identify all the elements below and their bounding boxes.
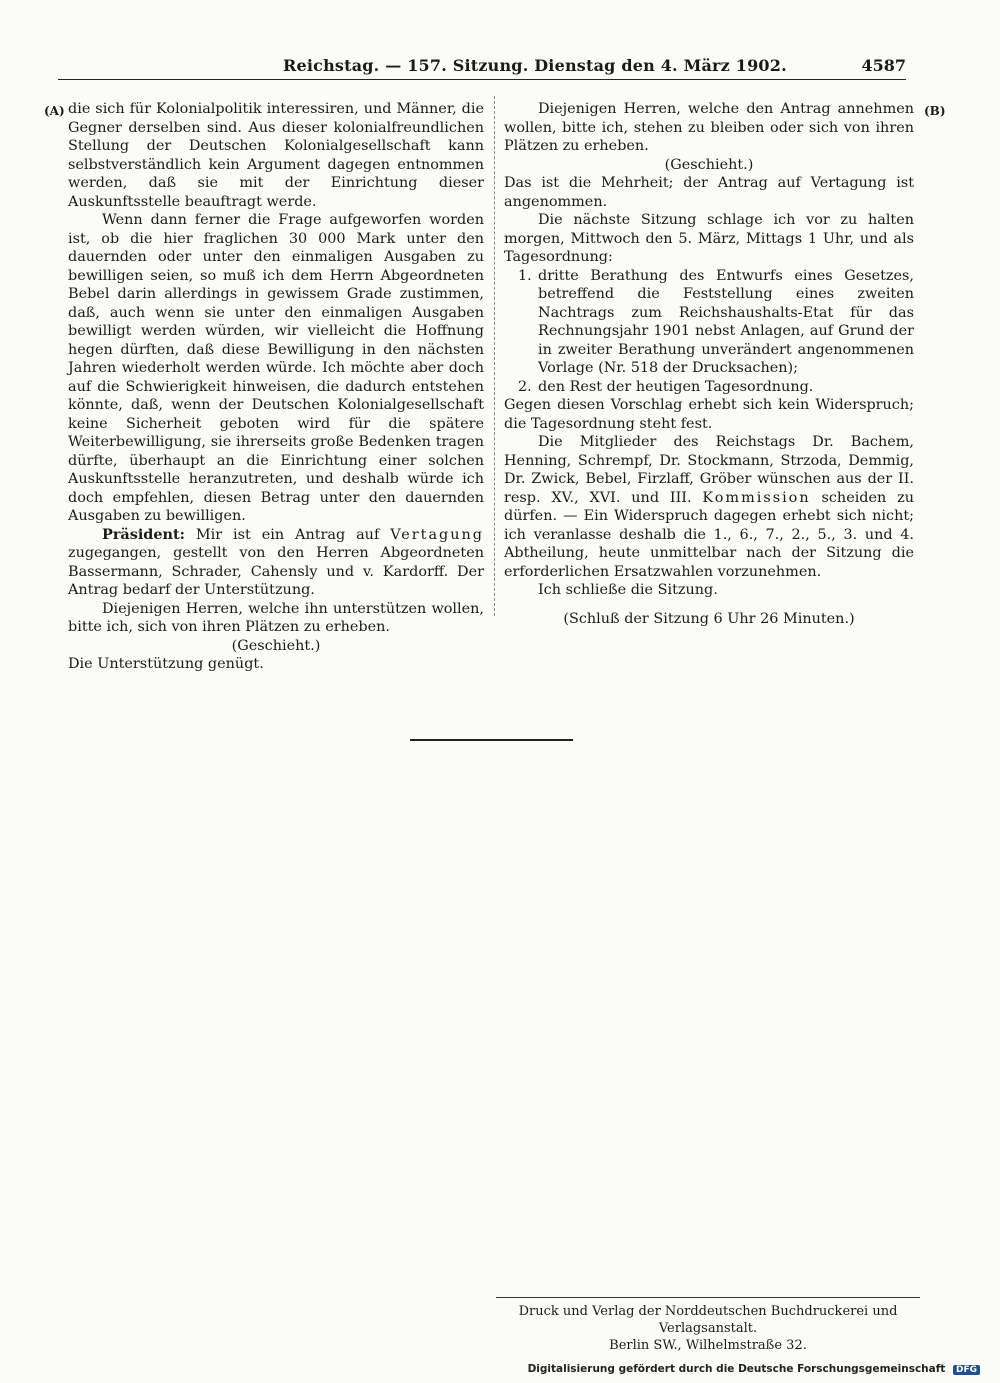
paragraph: Diejenigen Herren, welche den Antrag annehmen wollen, bitte ich, stehen zu bleiben oder sich von ihren Plätzen zu erheben. bbox=[504, 101, 914, 154]
agenda-number: 1. bbox=[518, 267, 532, 284]
paragraph-members bbox=[504, 433, 914, 581]
header-rule bbox=[58, 79, 906, 80]
column-divider bbox=[494, 96, 495, 616]
paragraph: Das ist die Mehrheit; der Antrag auf Vertagung ist angenommen. bbox=[504, 175, 914, 210]
margin-marker-b: (B) bbox=[924, 104, 946, 118]
text-run: Mir ist ein Antrag auf bbox=[184, 526, 391, 543]
imprint bbox=[496, 1303, 920, 1354]
stage-direction: (Geschieht.) bbox=[231, 637, 321, 654]
imprint-rule bbox=[496, 1297, 920, 1298]
text-run: Die Mitglieder des Reichstags Dr. Bachem, Henning, Schrempf, Dr. Stockmann, Strzoda, Demmig, Dr. Zwick, Bebel, Firzlaff, Gröber wünschen aus der II. resp. XV., XVI. und III. bbox=[504, 434, 914, 506]
paragraph: Wenn dann ferner die Frage aufgeworfen worden ist, ob die hier fraglichen 30 000 Mark unter den dauernden oder unter den einmaligen Ausgaben zu bewilligen seien, so muß ich dem Herrn Abgeordneten Bebel darin allerdings in gewissem Grade zustimmen, daß, auch wenn sie unter den einmaligen Ausgaben bewilligt werden würden, wir vielleicht die Hoffnung hegen dürften, daß diese Bewilligung in den nächsten Jahren wiederholt werden würde. Ich möchte aber doch auf die Schwierigkeit hinweisen, die dadurch entstehen könnte, daß, wenn der Deutschen Kolonialgesellschaft keine Sicherheit geboten wird für die spätere Weiterbewilligung, sie ihrerseits große Bedenken tragen dürfte, überhaupt an die Einrichtung einer solchen Auskunftsstelle heranzutreten, und deshalb würde ich doch empfehlen, diesen Betrag unter den dauernden Ausgaben zu bewilligen. bbox=[68, 212, 484, 524]
header-title: Reichstag. — 157. Sitzung. Dienstag den 4. März 1902. bbox=[283, 56, 787, 75]
paragraph: Diejenigen Herren, welche ihn unterstützen wollen, bitte ich, sich von ihren Plätzen zu erheben. bbox=[68, 600, 484, 635]
agenda-number: 2. bbox=[518, 378, 532, 395]
text-run: scheiden zu dürfen. — Ein Widerspruch dagegen erhebt sich nicht; ich veranlasse deshalb die 1., 6., 7., 2., 5., 3. und 4. Abtheilung, heute unmittelbar nach der Sitzung die erforderlichen Ersatzwahlen vorzunehmen. bbox=[504, 489, 915, 580]
agenda-text: den Rest der heutigen Tagesordnung. bbox=[538, 378, 814, 395]
paragraph: Die Unterstützung genügt. bbox=[68, 656, 264, 672]
speaker-label: Präsident: bbox=[102, 525, 185, 543]
footer-text: Digitalisierung gefördert durch die Deutsche Forschungsgemeinschaft bbox=[527, 1363, 946, 1375]
closing-note: (Schluß der Sitzung 6 Uhr 26 Minuten.) bbox=[563, 610, 855, 627]
end-rule bbox=[410, 739, 573, 741]
page-number: 4587 bbox=[861, 56, 906, 75]
paragraph: Gegen diesen Vorschlag erhebt sich kein Widerspruch; die Tagesordnung steht fest. bbox=[504, 397, 914, 432]
stage-direction: (Geschieht.) bbox=[664, 156, 754, 173]
digitization-footer bbox=[528, 1363, 980, 1375]
agenda-item bbox=[504, 267, 914, 378]
paragraph: Ich schließe die Sitzung. bbox=[538, 582, 718, 598]
left-column bbox=[68, 100, 484, 674]
agenda-text: dritte Berathung des Entwurfs eines Gesetzes, betreffend die Feststellung eines zweiten Nachtrags zum Reichshaushalts-Etat für das Rechnungsjahr 1901 nebst Anlagen, auf Grund der in zweiter Berathung unverändert angenommenen Vorlage (Nr. 518 der Drucksachen); bbox=[538, 267, 914, 376]
spaced-term: Kommission bbox=[702, 489, 811, 506]
page-header bbox=[58, 56, 906, 80]
imprint-line: Druck und Verlag der Norddeutschen Buchdruckerei und Verlagsanstalt. bbox=[518, 1304, 898, 1336]
paragraph: die sich für Kolonialpolitik interessiren, und Männer, die Gegner derselben sind. Aus dieser kolonialfreundlichen Stellung der Deutschen Kolonialgesellschaft kann selbstverständlich kein Argument dagegen entnommen werden, daß sie mit der Einrichtung dieser Auskunftsstelle beauftragt werde. bbox=[68, 101, 484, 210]
imprint-line: Berlin SW., Wilhelmstraße 32. bbox=[609, 1338, 807, 1353]
text-run: zugegangen, gestellt von den Herren Abgeordneten Bassermann, Schrader, Cahensly und v. Kardorff. Der Antrag bedarf der Unterstützung. bbox=[68, 545, 484, 598]
paragraph: Die nächste Sitzung schlage ich vor zu halten morgen, Mittwoch den 5. März, Mittags 1 Uhr, und als Tagesordnung: bbox=[504, 212, 914, 265]
right-column bbox=[504, 100, 914, 628]
dfg-logo-icon: DFG bbox=[953, 1365, 980, 1375]
paragraph-president bbox=[68, 526, 484, 600]
agenda-item bbox=[504, 378, 914, 397]
spaced-term: Vertagung bbox=[390, 526, 484, 543]
margin-marker-a: (A) bbox=[44, 104, 65, 118]
